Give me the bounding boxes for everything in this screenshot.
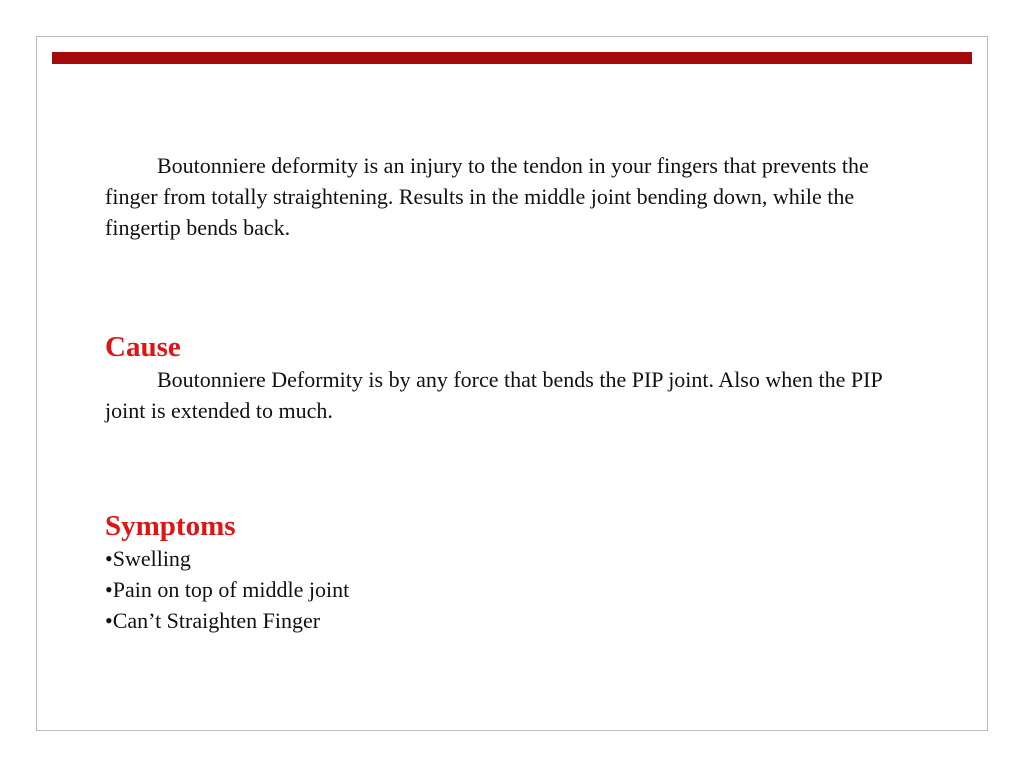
symptoms-heading: Symptoms <box>105 510 236 542</box>
list-item: •Swelling <box>105 546 191 571</box>
slide-content <box>105 150 885 636</box>
list-item: •Pain on top of middle joint <box>105 577 350 602</box>
cause-paragraph: Boutonniere Deformity is by any force that bends the PIP joint. Also when the PIP joint is extended to much. <box>105 367 882 423</box>
accent-bar <box>52 52 972 64</box>
intro-paragraph: Boutonniere deformity is an injury to the tendon in your fingers that prevents the finger from totally straightening. Results in the middle joint bending down, while the fingertip bends back. <box>105 153 869 240</box>
cause-heading: Cause <box>105 331 181 363</box>
symptoms-list <box>105 543 885 636</box>
list-item: •Can’t Straighten Finger <box>105 608 321 633</box>
